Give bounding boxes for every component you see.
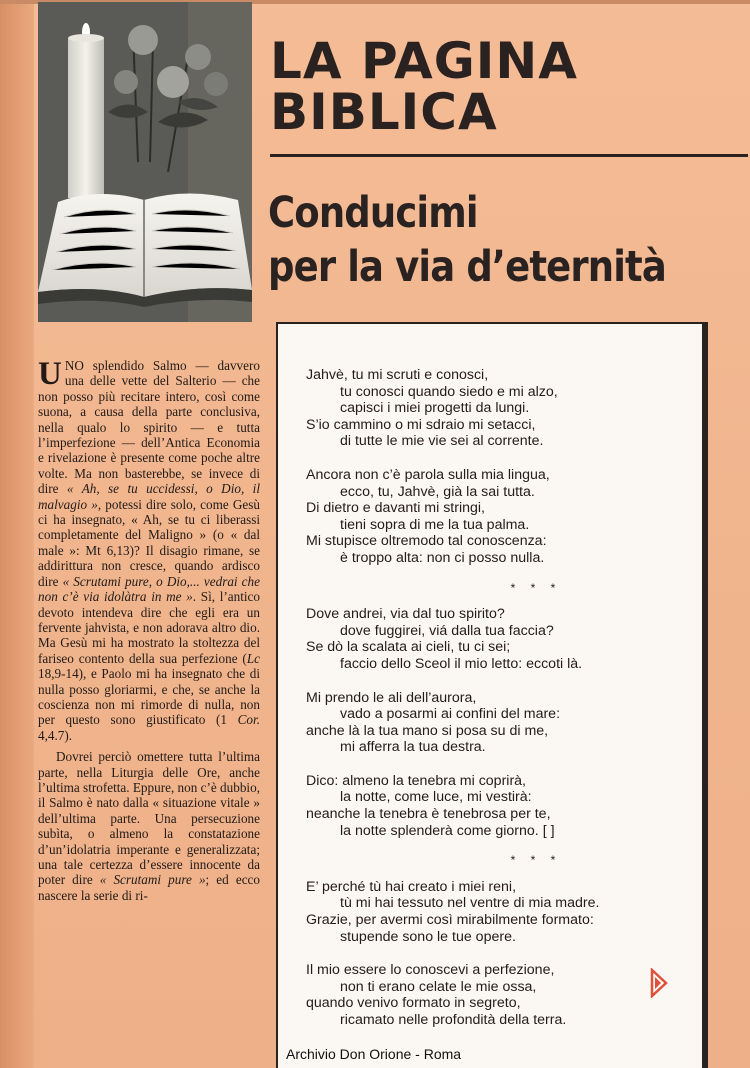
psalm-line: tù mi hai tessuto nel ventre di mia madre. [340,895,600,912]
article-paragraph-1: UNO splendido Salmo — davvero una delle vette del Salterio — che non posso più recitare intero, così come suona, a causa della parte conclusiva, nella qualo lo spirito — e tutta l’imperfezione — dell’Antica Economia e rivelazione è presente come poche altre volte. Ma non basterebbe, se invece di dire « Ah, se tu uccidessi, o Dio, il malvagio », potessi dire solo, come Gesù ci ha insegnato, « Ah, se tu ci liberassi completamente del Maligno » (o « dal male »: Mt 6,13)? Il disagio rimane, se addirittura non cresce, quando ardisco dire « Scrutami pure, o Dio,... vedrai che non c’è via idolàtra in me ». Sì, l’antico devoto intendeva dire che egli era un fervente jahvista, e non adorava altro dio. Ma Gesù mi ha mostrato la stoltezza del fariseo contento della sua perfezione (Lc 18,9-14), e Paolo mi ha insegnato che di nulla posso gloriarmi, e che, se anche la coscienza non mi rimorde di nulla, non per questo sono giustificato (1 Cor. 4,4.7). [38,356,261,743]
article-paragraph-2: Dovrei perciò omettere tutta l’ultima parte, nella Liturgia delle Ore, anche l’ultima strofetta. Eppure, non c’è dubbio, il Salmo è nato dalla « situazione vitale » dell’ultima parte. Una persecuzione subìta, o almeno la constatazione d’un’idolatria imperante e generalizzata; una tale certezza d’essere innocente da poter dire « Scrutami pure »; ed ecco nascere la serie di ri- [38,749,260,903]
psalm-line: Jahvè, tu mi scruti e conosci, [306,367,489,383]
psalm-stanza-5 [306,773,706,839]
candle-icon [68,23,104,198]
psalm-line: non ti erano celate le mie ossa, [340,978,537,995]
psalm-line: ecco, tu, Jahvè, già la sai tutta. [340,483,535,500]
psalm-line: dove fuggirei, viá dalla tua faccia? [340,622,554,639]
psalm-line: ricamato nelle profondità della terra. [340,1012,567,1028]
article-title-line1: Conducimi [268,188,478,238]
continue-arrow-icon [650,968,668,998]
psalm-line: E’ perché tù hai creato i miei reni, [306,878,517,895]
psalm-line: tieni sopra di me la tua palma. [340,516,530,533]
psalm-stanza-2 [306,467,706,567]
stanza-separator: * * * [510,853,562,868]
psalm-line: mi afferra la tua destra. [340,739,486,756]
psalm-line: tu conosci quando siedo e mi alzo, [340,383,558,400]
section-title-line2: BIBLICA [270,83,498,141]
title-divider [270,154,748,157]
psalm-text [306,367,706,1046]
article-body [38,358,260,903]
open-bible-icon [38,194,252,308]
psalm-line: Se dò la scalata ai cieli, tu ci sei; [306,639,511,656]
psalm-line: stupende sono le tue opere. [340,928,516,945]
psalm-stanza-3 [306,606,706,672]
article-title-line2: per la via d’eternità [268,242,666,292]
psalm-line: di tutte le mie vie sei al corrente. [340,433,544,450]
psalm-line: neanche la tenebra è tenebrosa per te, [306,806,551,823]
article-title [268,186,666,294]
psalm-line: la notte, come luce, mi vestirà: [340,789,532,806]
psalm-line: S’io cammino o mi sdraio mi setacci, [306,416,536,433]
section-title [270,32,578,141]
bible-candle-photo [38,2,252,322]
psalm-line: Di dietro e davanti mi stringi, [306,500,485,517]
psalm-line: vado a posarmi ai confini del mare: [340,706,561,723]
psalm-line: Grazie, per avermi così mirabilmente formato: [306,912,594,929]
psalm-line: Dico: almeno la tenebra mi coprirà, [306,772,527,789]
psalm-line: anche là la tua mano si posa su di me, [306,722,549,739]
psalm-stanza-6 [306,879,706,945]
psalm-line: Mi prendo le ali dell’aurora, [306,689,477,706]
psalm-stanza-1 [306,367,706,450]
section-title-line1: LA PAGINA [270,32,578,90]
archive-watermark: Archivio Don Orione - Roma [282,1046,465,1062]
psalm-line: quando venivo formato in segreto, [306,995,521,1012]
stanza-separator: * * * [510,580,562,595]
psalm-line: Mi stupisce oltremodo tal conoscenza: [306,533,547,550]
psalm-line: Ancora non c’è parola sulla mia lingua, [306,466,550,483]
psalm-line: la notte splenderà come giorno. [ ] [340,822,555,839]
psalm-stanza-4 [306,690,706,756]
psalm-stanza-7 [306,962,706,1028]
psalm-line: Dove andrei, via dal tuo spirito? [306,606,505,623]
psalm-line: capisci i miei progetti da lungi. [340,400,530,417]
psalm-line: è troppo alta: non ci posso nulla. [340,549,545,566]
drop-cap: U [38,356,62,392]
page-binding-edge [0,0,34,1068]
psalm-line: Il mio essere lo conoscevi a perfezione, [306,962,555,979]
psalm-line: faccio dello Sceol il mio letto: eccoti là. [340,655,583,672]
